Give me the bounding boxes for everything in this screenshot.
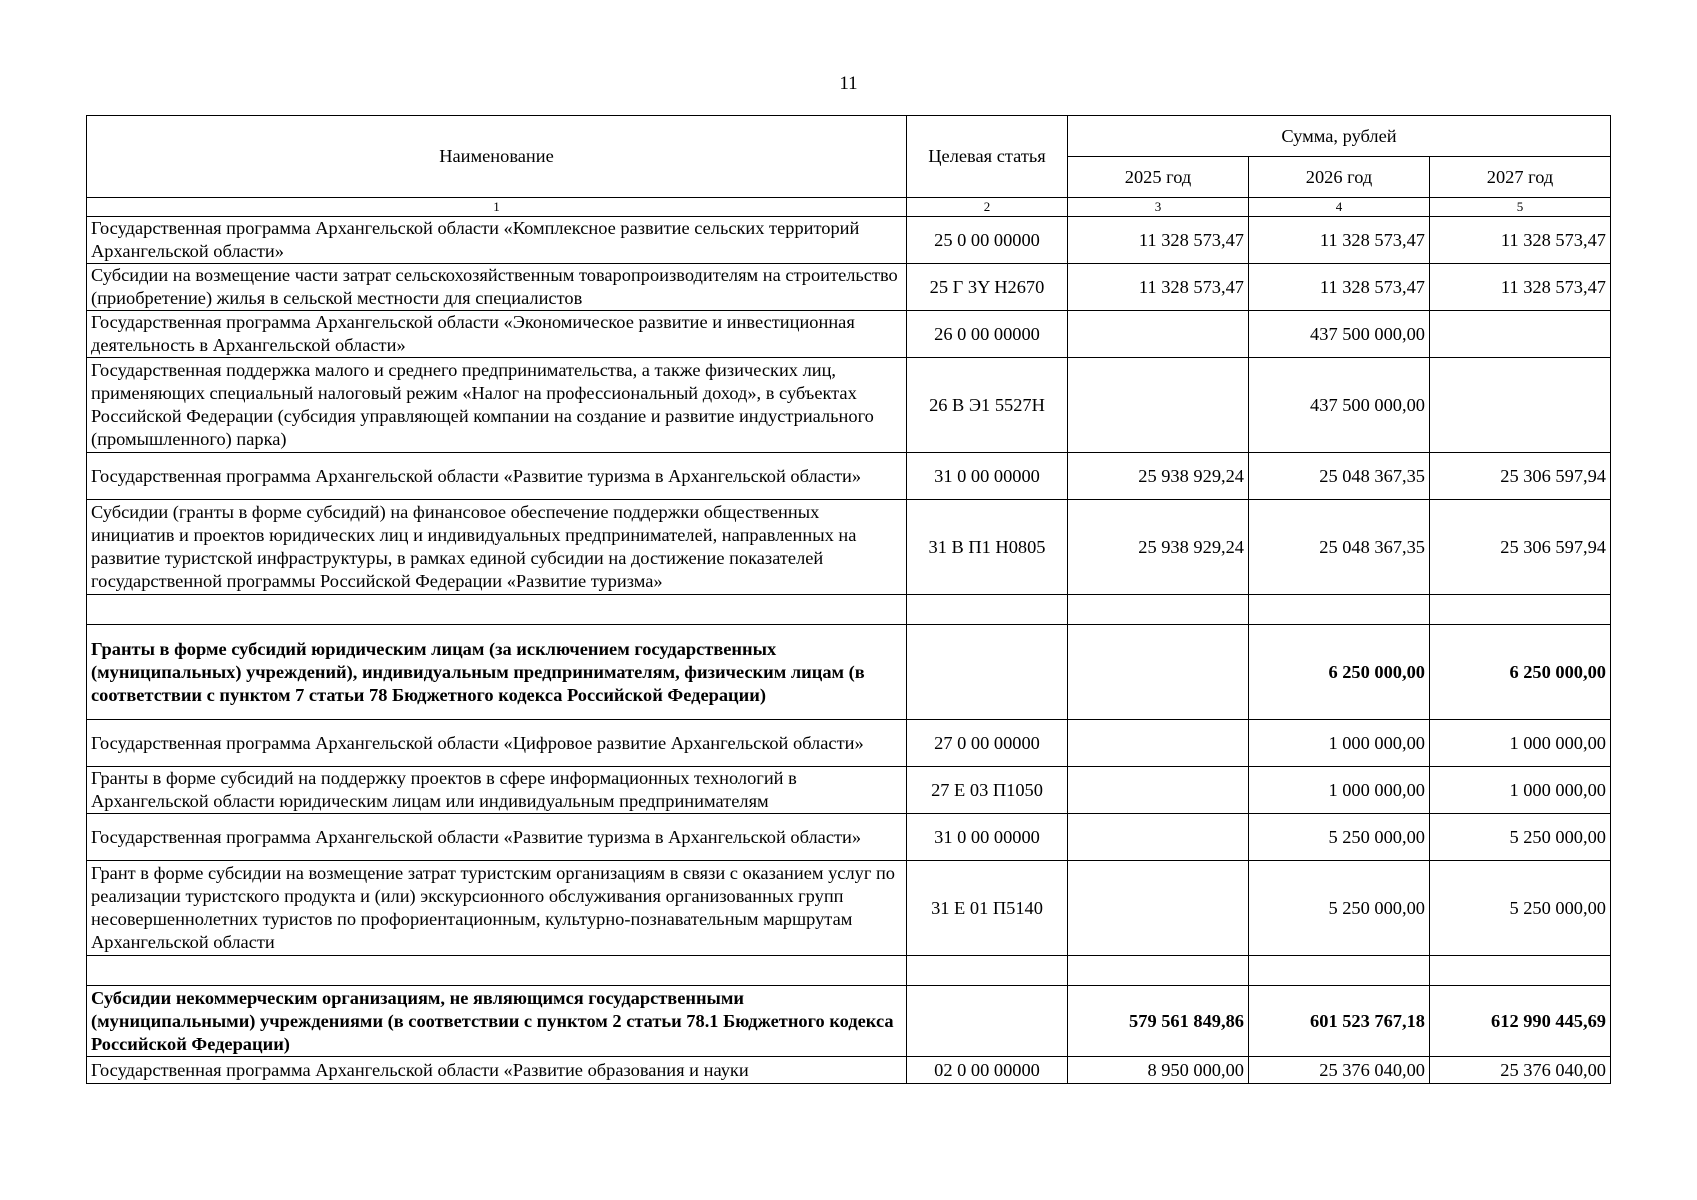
row-2026: 6 250 000,00 [1249,625,1430,720]
row-name: Государственная программа Архангельской области «Цифровое развитие Архангельской области» [87,720,907,767]
row-2027: 25 306 597,94 [1430,500,1611,595]
row-2025: 579 561 849,86 [1068,986,1249,1057]
table-row [87,814,1611,861]
row-2027: 612 990 445,69 [1430,986,1611,1057]
row-2026: 601 523 767,18 [1249,986,1430,1057]
row-2027 [1430,311,1611,358]
row-2025 [1068,814,1249,861]
row-2025 [1068,720,1249,767]
row-2027: 11 328 573,47 [1430,264,1611,311]
section-total-row [87,625,1611,720]
column-number: 5 [1430,198,1611,217]
row-2027: 6 250 000,00 [1430,625,1611,720]
empty-row [87,595,1611,625]
row-name: Государственная поддержка малого и среднего предпринимательства, а также физических лиц, применяющих специальный налоговый режим «Налог на профессиональный доход», в субъектах Российской Федерации (субсидия управляющей компании на создание и развитие индустриального (промышленного) парка) [87,358,907,453]
header-year-2026: 2026 год [1249,157,1430,198]
table-row [87,1057,1611,1084]
row-2025 [1068,861,1249,956]
row-name: Грант в форме субсидии на возмещение затрат туристским организациям в связи с оказанием услуг по реализации туристского продукта и (или) экскурсионного обслуживания организованных групп несовершеннолетних туристов по профориентационным, культурно-познавательным маршрутам Архангельской области [87,861,907,956]
row-name: Государственная программа Архангельской области «Комплексное развитие сельских территорий Архангельской области» [87,217,907,264]
table-row [87,453,1611,500]
row-2027: 5 250 000,00 [1430,814,1611,861]
row-2025 [1068,767,1249,814]
row-code: 31 В П1 Н0805 [907,500,1068,595]
table-row [87,767,1611,814]
header-name: Наименование [87,116,907,198]
table-row [87,861,1611,956]
column-number: 4 [1249,198,1430,217]
row-2025 [1068,625,1249,720]
row-2025 [1068,358,1249,453]
row-2026: 1 000 000,00 [1249,720,1430,767]
row-code [907,625,1068,720]
row-2026: 437 500 000,00 [1249,311,1430,358]
row-2027: 1 000 000,00 [1430,767,1611,814]
column-number: 1 [87,198,907,217]
header-sum: Сумма, рублей [1068,116,1611,157]
row-2025: 11 328 573,47 [1068,217,1249,264]
empty-row [87,956,1611,986]
header-year-2025: 2025 год [1068,157,1249,198]
row-code: 27 Е 03 П1050 [907,767,1068,814]
column-number: 2 [907,198,1068,217]
row-2027: 25 376 040,00 [1430,1057,1611,1084]
row-2026: 437 500 000,00 [1249,358,1430,453]
row-code [907,986,1068,1057]
row-2025: 25 938 929,24 [1068,453,1249,500]
row-name: Государственная программа Архангельской области «Экономическое развитие и инвестиционная деятельность в Архангельской области» [87,311,907,358]
row-2026: 11 328 573,47 [1249,217,1430,264]
row-2025: 8 950 000,00 [1068,1057,1249,1084]
page-number: 11 [839,73,858,94]
table-row [87,720,1611,767]
row-2026: 5 250 000,00 [1249,861,1430,956]
column-number: 3 [1068,198,1249,217]
row-name: Субсидии (гранты в форме субсидий) на финансовое обеспечение поддержки общественных инициатив и проектов юридических лиц и индивидуальных предпринимателей, направленных на развитие туристской инфраструктуры, в рамках единой субсидии на достижение показателей государственной программы Российской Федерации «Развитие туризма» [87,500,907,595]
budget-table [86,115,1611,1084]
row-name: Субсидии некоммерческим организациям, не являющимся государственными (муниципальными) учреждениями (в соответствии с пунктом 2 статьи 78.1 Бюджетного кодекса Российской Федерации) [87,986,907,1057]
row-code: 26 В Э1 5527Н [907,358,1068,453]
row-2026: 25 376 040,00 [1249,1057,1430,1084]
row-code: 25 Г 3Y Н2670 [907,264,1068,311]
row-name: Государственная программа Архангельской области «Развитие туризма в Архангельской области» [87,453,907,500]
row-name: Государственная программа Архангельской области «Развитие туризма в Архангельской области» [87,814,907,861]
header-row [87,116,1611,157]
row-2026: 1 000 000,00 [1249,767,1430,814]
row-code: 27 0 00 00000 [907,720,1068,767]
section-total-row [87,986,1611,1057]
row-name: Гранты в форме субсидий юридическим лицам (за исключением государственных (муниципальных) учреждений), индивидуальным предпринимателям, физическим лицам (в соответствии с пунктом 7 статьи 78 Бюджетного кодекса Российской Федерации) [87,625,907,720]
row-code: 31 Е 01 П5140 [907,861,1068,956]
table-row [87,264,1611,311]
row-name: Государственная программа Архангельской области «Развитие образования и науки [87,1057,907,1084]
row-2025: 25 938 929,24 [1068,500,1249,595]
row-2026: 5 250 000,00 [1249,814,1430,861]
row-code: 25 0 00 00000 [907,217,1068,264]
row-2027 [1430,358,1611,453]
row-code: 31 0 00 00000 [907,814,1068,861]
row-code: 31 0 00 00000 [907,453,1068,500]
row-2027: 5 250 000,00 [1430,861,1611,956]
row-2026: 25 048 367,35 [1249,500,1430,595]
row-code: 02 0 00 00000 [907,1057,1068,1084]
header-year-2027: 2027 год [1430,157,1611,198]
row-2025: 11 328 573,47 [1068,264,1249,311]
row-name: Субсидии на возмещение части затрат сельскохозяйственным товаропроизводителям на строительство (приобретение) жилья в сельской местности для специалистов [87,264,907,311]
row-name: Гранты в форме субсидий на поддержку проектов в сфере информационных технологий в Архангельской области юридическим лицам или индивидуальным предпринимателям [87,767,907,814]
header-code: Целевая статья [907,116,1068,198]
table-row [87,358,1611,453]
table-row [87,217,1611,264]
row-code: 26 0 00 00000 [907,311,1068,358]
row-2026: 25 048 367,35 [1249,453,1430,500]
row-2027: 11 328 573,47 [1430,217,1611,264]
row-2026: 11 328 573,47 [1249,264,1430,311]
table-row [87,311,1611,358]
row-2027: 25 306 597,94 [1430,453,1611,500]
column-numbers-row [87,198,1611,217]
row-2027: 1 000 000,00 [1430,720,1611,767]
table-row [87,500,1611,595]
row-2025 [1068,311,1249,358]
